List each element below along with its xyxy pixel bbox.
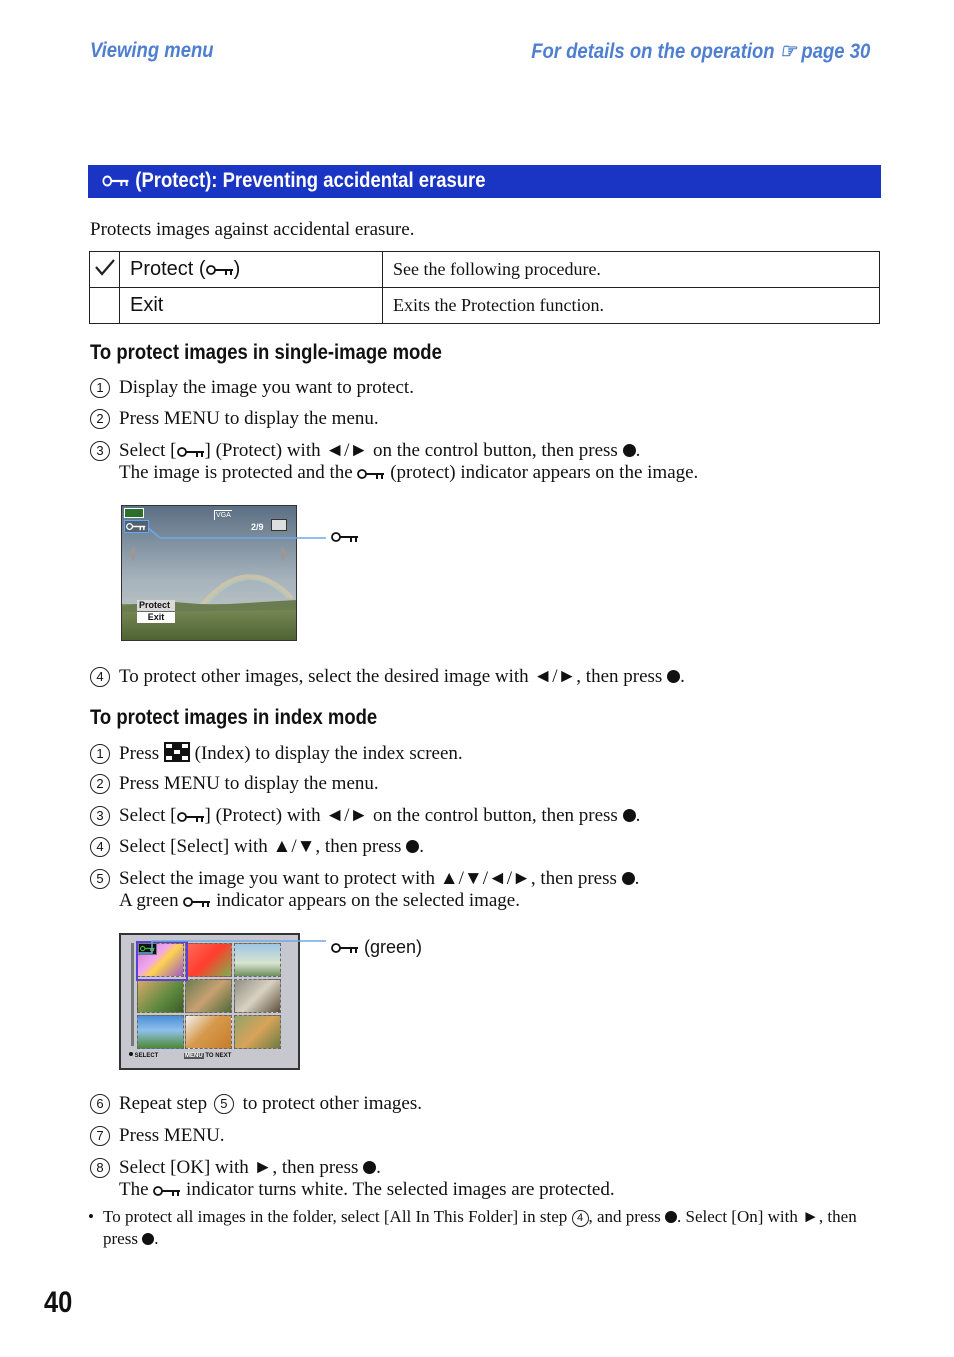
step-number: 4 <box>90 667 110 687</box>
center-button-icon <box>129 1052 133 1056</box>
option-exit: Exit <box>120 288 383 324</box>
step-text: . <box>680 666 685 687</box>
protect-key-icon <box>331 942 359 954</box>
protect-key-icon <box>177 811 205 823</box>
thumbnail <box>234 979 281 1013</box>
step-number: 2 <box>90 774 110 794</box>
center-button-icon <box>623 809 636 822</box>
step-number: 1 <box>90 378 110 398</box>
green-indicator-callout <box>331 937 422 958</box>
index-step-6 <box>90 1093 422 1115</box>
thumbnail <box>137 979 184 1013</box>
thumbnail <box>234 1015 281 1049</box>
step-text: Select the image you want to protect with ▲/▼/◄/►, then press <box>119 868 622 889</box>
single-step-3-result <box>119 462 698 484</box>
step-text: Press MENU to display the menu. <box>119 773 379 794</box>
index-step-4 <box>90 836 424 858</box>
protect-key-icon <box>183 896 211 908</box>
option-protect-description: See the following procedure. <box>383 252 880 288</box>
note-bullet <box>88 1206 888 1248</box>
step-text: Repeat step <box>119 1093 212 1114</box>
center-button-icon <box>142 1233 154 1245</box>
step-text: Press MENU. <box>119 1125 225 1146</box>
single-step-2 <box>90 408 379 430</box>
step-text: (Index) to display the index screen. <box>189 743 463 764</box>
thumbnail <box>185 1015 232 1049</box>
step-number: 7 <box>90 1126 110 1146</box>
step-number: 5 <box>90 869 110 889</box>
step-reference: 5 <box>214 1094 234 1114</box>
thumbnail <box>185 979 232 1013</box>
image-counter: 2/9 <box>251 522 264 532</box>
footer-next-label: TO NEXT <box>205 1053 232 1059</box>
step-text: . <box>635 805 641 826</box>
thumbnail <box>137 1015 184 1049</box>
index-scrollbar <box>131 943 134 1046</box>
step-number: 6 <box>90 1094 110 1114</box>
note-part: . <box>154 1229 159 1248</box>
step-text: Press MENU to display the menu. <box>119 408 379 429</box>
protect-key-icon <box>357 468 385 480</box>
index-step-1 <box>90 742 463 765</box>
step-text: . <box>376 1157 381 1178</box>
section-title <box>102 169 486 193</box>
step-number: 3 <box>90 806 110 826</box>
protect-key-icon <box>153 1185 181 1197</box>
step-number: 1 <box>90 744 110 764</box>
step-number: 3 <box>90 441 110 461</box>
option-protect-label: Protect ( <box>130 258 206 280</box>
step-reference: 4 <box>572 1210 589 1227</box>
step-text: . <box>635 440 641 461</box>
screen-menu <box>137 600 175 623</box>
index-step-2 <box>90 773 379 795</box>
details-page: page 30 <box>801 40 870 63</box>
image-size-badge: VGA <box>216 512 231 519</box>
step-text: . <box>634 868 640 889</box>
index-step-7 <box>90 1125 225 1147</box>
battery-icon <box>124 508 144 518</box>
step-text: ] (Protect) with ◄/► on the control button, then press <box>204 440 623 461</box>
center-button-icon <box>406 840 419 853</box>
hand-pointer-icon: ☞ <box>779 40 797 63</box>
step-text: Select [ <box>119 805 177 826</box>
index-step-8-result <box>119 1179 615 1201</box>
single-step-4 <box>90 666 685 688</box>
step-number: 2 <box>90 409 110 429</box>
index-step-8 <box>90 1157 381 1179</box>
step-text: Display the image you want to protect. <box>119 377 414 398</box>
protect-key-icon <box>206 264 234 276</box>
callout-protect-symbol <box>331 530 359 548</box>
screen-menu-exit: Exit <box>137 611 175 623</box>
step-text: The <box>119 1179 154 1200</box>
note-part: , and press <box>588 1207 665 1226</box>
details-reference <box>531 39 870 64</box>
protect-menu-table <box>89 251 880 324</box>
section-header: Viewing menu <box>90 39 214 62</box>
step-text: . <box>419 836 424 857</box>
protect-key-icon <box>177 446 205 458</box>
step-text: (protect) indicator appears on the image. <box>385 462 699 483</box>
option-protect-label-end: ) <box>233 258 241 280</box>
section-title-text: (Protect): Preventing accidental erasure <box>135 169 486 192</box>
center-button-icon <box>667 670 680 683</box>
note-part: . Select [On] with ►, then press <box>103 1207 857 1248</box>
section-title-bar <box>88 165 881 198</box>
protect-key-icon <box>331 531 359 543</box>
index-mode-heading: To protect images in index mode <box>90 706 378 729</box>
protect-key-icon <box>102 174 130 188</box>
step-text: A green <box>119 890 184 911</box>
step-number: 4 <box>90 837 110 857</box>
step-number: 8 <box>90 1158 110 1178</box>
option-exit-description: Exits the Protection function. <box>383 288 880 324</box>
index-footer <box>129 1052 231 1059</box>
center-button-icon <box>665 1211 677 1223</box>
step-text: Select [Select] with ▲/▼, then press <box>119 836 407 857</box>
step-text: To protect other images, select the desired image with ◄/►, then press <box>119 666 668 687</box>
green-indicator-callout-line <box>128 933 338 957</box>
single-step-3 <box>90 440 640 462</box>
step-text: The image is protected and the <box>119 462 358 483</box>
callout-label: (green) <box>364 937 423 957</box>
step-text: Press <box>119 743 164 764</box>
index-button-icon <box>164 742 190 762</box>
option-protect <box>120 252 383 288</box>
bullet: • <box>88 1207 94 1226</box>
step-text: Select [ <box>119 440 177 461</box>
intro-text: Protects images against accidental erasure. <box>90 219 415 240</box>
step-text: ] (Protect) with ◄/► on the control button, then press <box>204 805 623 826</box>
step-text: indicator turns white. The selected images are protected. <box>181 1179 615 1200</box>
indicator-callout-line <box>120 520 340 550</box>
empty-check-cell <box>90 288 120 324</box>
center-button-icon <box>622 872 635 885</box>
footer-select-label: SELECT <box>134 1053 159 1059</box>
step-text: to protect other images. <box>237 1093 422 1114</box>
checkmark-icon <box>94 257 116 277</box>
page-number: 40 <box>44 1286 73 1319</box>
index-step-3 <box>90 805 640 827</box>
selected-check-cell <box>90 252 120 288</box>
single-step-1 <box>90 377 414 399</box>
step-text: Select [OK] with ►, then press <box>119 1157 364 1178</box>
index-step-5 <box>90 868 639 890</box>
index-step-5-result <box>119 890 520 912</box>
footer-menu-badge: MENU <box>185 1053 203 1059</box>
center-button-icon <box>623 444 636 457</box>
note-text <box>103 1206 888 1250</box>
table-row <box>90 252 880 288</box>
center-button-icon <box>363 1161 376 1174</box>
note-part: To protect all images in the folder, select [All In This Folder] in step <box>103 1207 572 1226</box>
step-text: indicator appears on the selected image. <box>211 890 520 911</box>
single-mode-heading: To protect images in single-image mode <box>90 341 442 364</box>
details-prefix: For details on the operation <box>530 40 775 63</box>
screen-menu-protect: Protect <box>137 600 175 611</box>
table-row <box>90 288 880 324</box>
